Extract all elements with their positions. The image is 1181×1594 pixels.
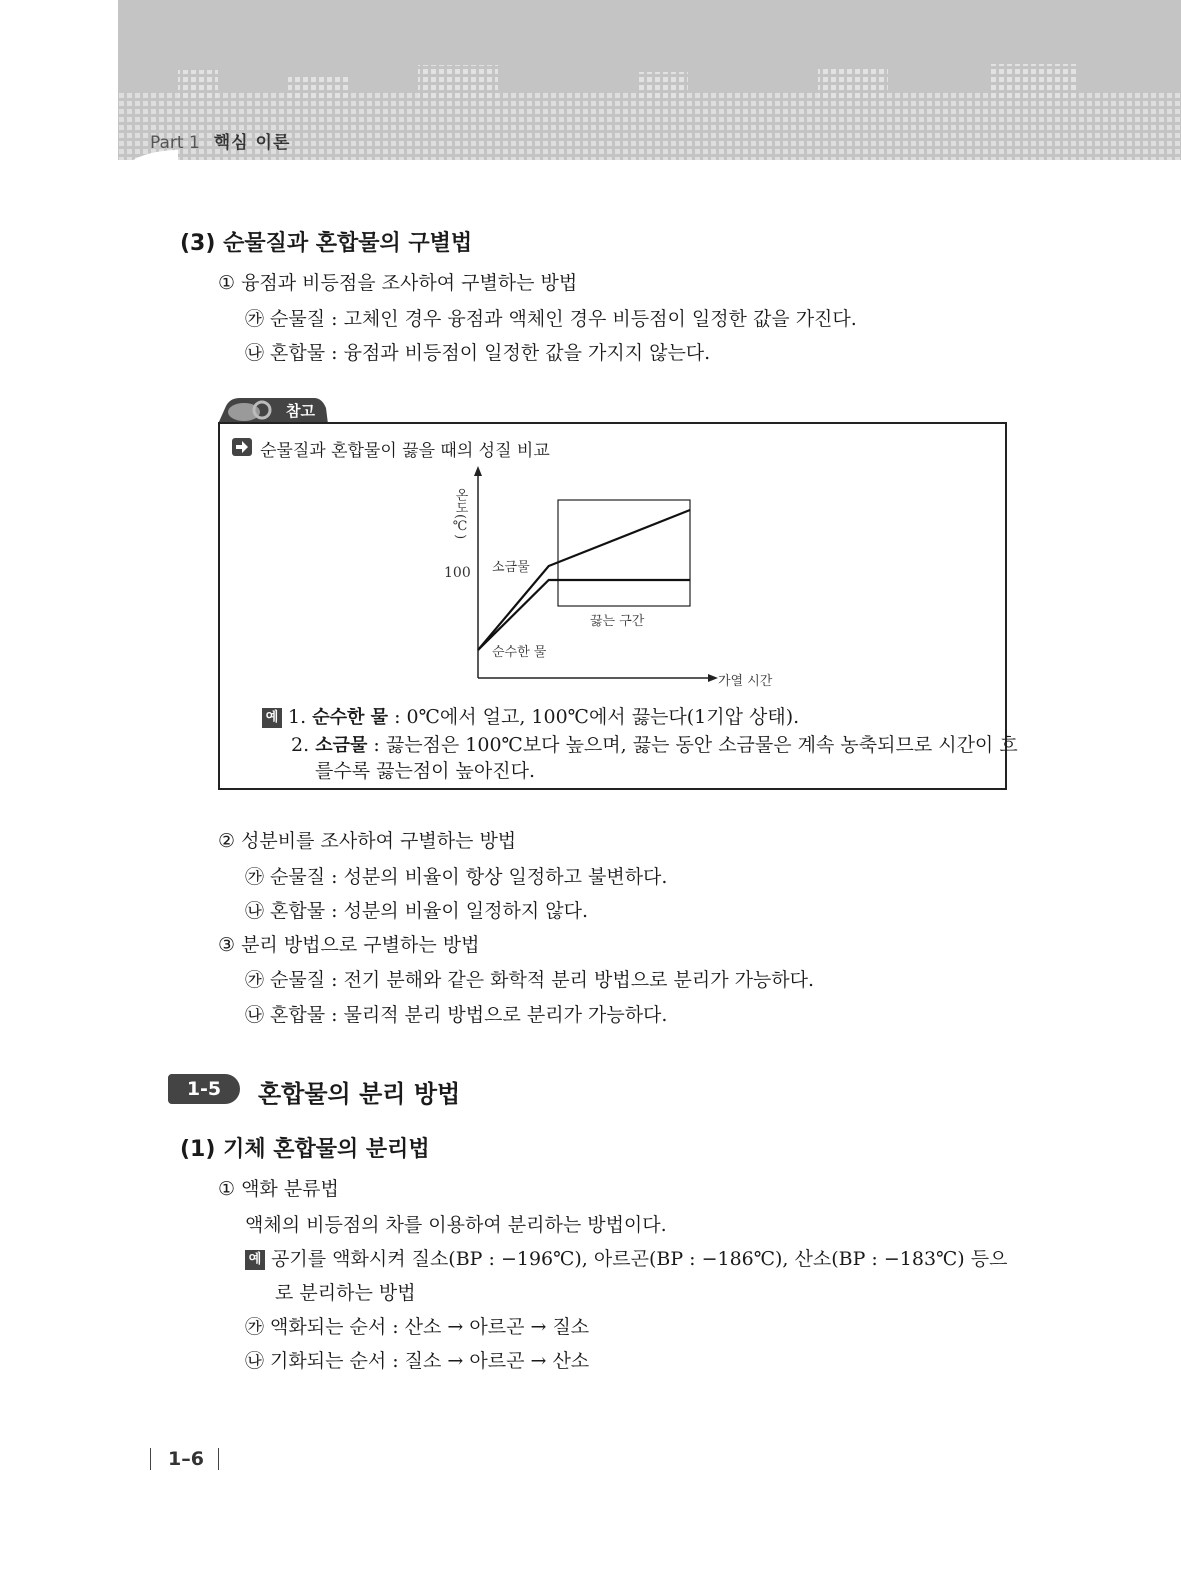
y-axis-arrow: [474, 466, 482, 476]
subsection-heading: (1) 기체 혼합물의 분리법: [180, 1137, 430, 1162]
page-number: 1–6: [168, 1448, 204, 1470]
boiling-region-annotation: 끓는 구간: [590, 614, 645, 629]
example-badge: 예: [245, 1250, 265, 1270]
footer-bar-left: [150, 1448, 151, 1470]
item3-title: ③ 분리 방법으로 구별하는 방법: [218, 934, 480, 956]
sub1-item-a: ㉮ 액화되는 순서 : 산소 → 아르곤 → 질소: [245, 1316, 590, 1338]
item3-a: ㉮ 순물질 : 전기 분해와 같은 화학적 분리 방법으로 분리가 가능하다.: [245, 969, 815, 991]
sub1-item-b: ㉯ 기화되는 순서 : 질소 → 아르곤 → 산소: [245, 1350, 590, 1372]
sub1-example: [245, 1244, 1007, 1271]
item2-b: ㉯ 혼합물 : 성분의 비율이 일정하지 않다.: [245, 900, 588, 922]
item1-a: ㉮ 순물질 : 고체인 경우 융점과 액체인 경우 비등점이 일정한 값을 가진다.: [245, 308, 857, 330]
ref-example-1: [262, 702, 799, 729]
section-heading: (3) 순물질과 혼합물의 구별법: [180, 231, 473, 256]
ex2-desc: : 끓는점은 100℃보다 높으며, 끓는 동안 소금물은 계속 농축되므로 시간이 흐: [367, 734, 1018, 756]
series-line-pure-water: [478, 580, 690, 650]
ref-example-2: [291, 730, 1018, 757]
pure-water-annotation: 순수한 물: [492, 645, 547, 660]
sub1-description: 액체의 비등점의 차를 이용하여 분리하는 방법이다.: [245, 1214, 667, 1236]
ex2-number: 2.: [291, 734, 310, 756]
section-number-badge: 1-5: [168, 1074, 240, 1104]
sub1-example-text: 공기를 액화시켜 질소(BP : −196℃), 아르곤(BP : −186℃), 산소(BP : −183℃) 등으: [271, 1248, 1008, 1270]
item2-title: ② 성분비를 조사하여 구별하는 방법: [218, 830, 517, 852]
y-axis-label: 온도(℃): [452, 488, 468, 540]
ex2-term: 소금물: [315, 735, 368, 756]
arrow-right-icon: [232, 438, 252, 456]
ex1-desc: : 0℃에서 얼고, 100℃에서 끓는다(1기압 상태).: [388, 706, 800, 728]
boiling-region-box: [558, 500, 690, 606]
sub1-item1-title: ① 액화 분류법: [218, 1178, 339, 1200]
part-number: Part 1: [150, 133, 200, 153]
example-badge: 예: [262, 708, 282, 728]
part-title: 핵심 이론: [213, 133, 291, 153]
boiling-chart: [430, 462, 800, 692]
ref-example-2-cont: 를수록 끓는점이 높아진다.: [315, 760, 536, 782]
ex1-number: 1.: [288, 706, 307, 728]
reference-tab-label: 참고: [286, 402, 315, 420]
x-axis-arrow: [708, 674, 718, 682]
reference-title: 순물질과 혼합물이 끓을 때의 성질 비교: [260, 441, 550, 461]
ex1-term: 순수한 물: [312, 707, 389, 728]
sub1-example-cont: 로 분리하는 방법: [275, 1282, 416, 1304]
salt-water-annotation: 소금물: [492, 560, 530, 575]
y-tick-100: 100: [444, 565, 471, 581]
section-title: 혼합물의 분리 방법: [258, 1080, 461, 1108]
item3-b: ㉯ 혼합물 : 물리적 분리 방법으로 분리가 가능하다.: [245, 1004, 668, 1026]
footer-bar-right: [218, 1448, 219, 1470]
part-label: [150, 128, 290, 153]
x-axis-label: 가열 시간: [718, 674, 773, 689]
item2-a: ㉮ 순물질 : 성분의 비율이 항상 일정하고 불변하다.: [245, 866, 668, 888]
item1-title: ① 융점과 비등점을 조사하여 구별하는 방법: [218, 272, 578, 294]
item1-b: ㉯ 혼합물 : 융점과 비등점이 일정한 값을 가지지 않는다.: [245, 342, 711, 364]
